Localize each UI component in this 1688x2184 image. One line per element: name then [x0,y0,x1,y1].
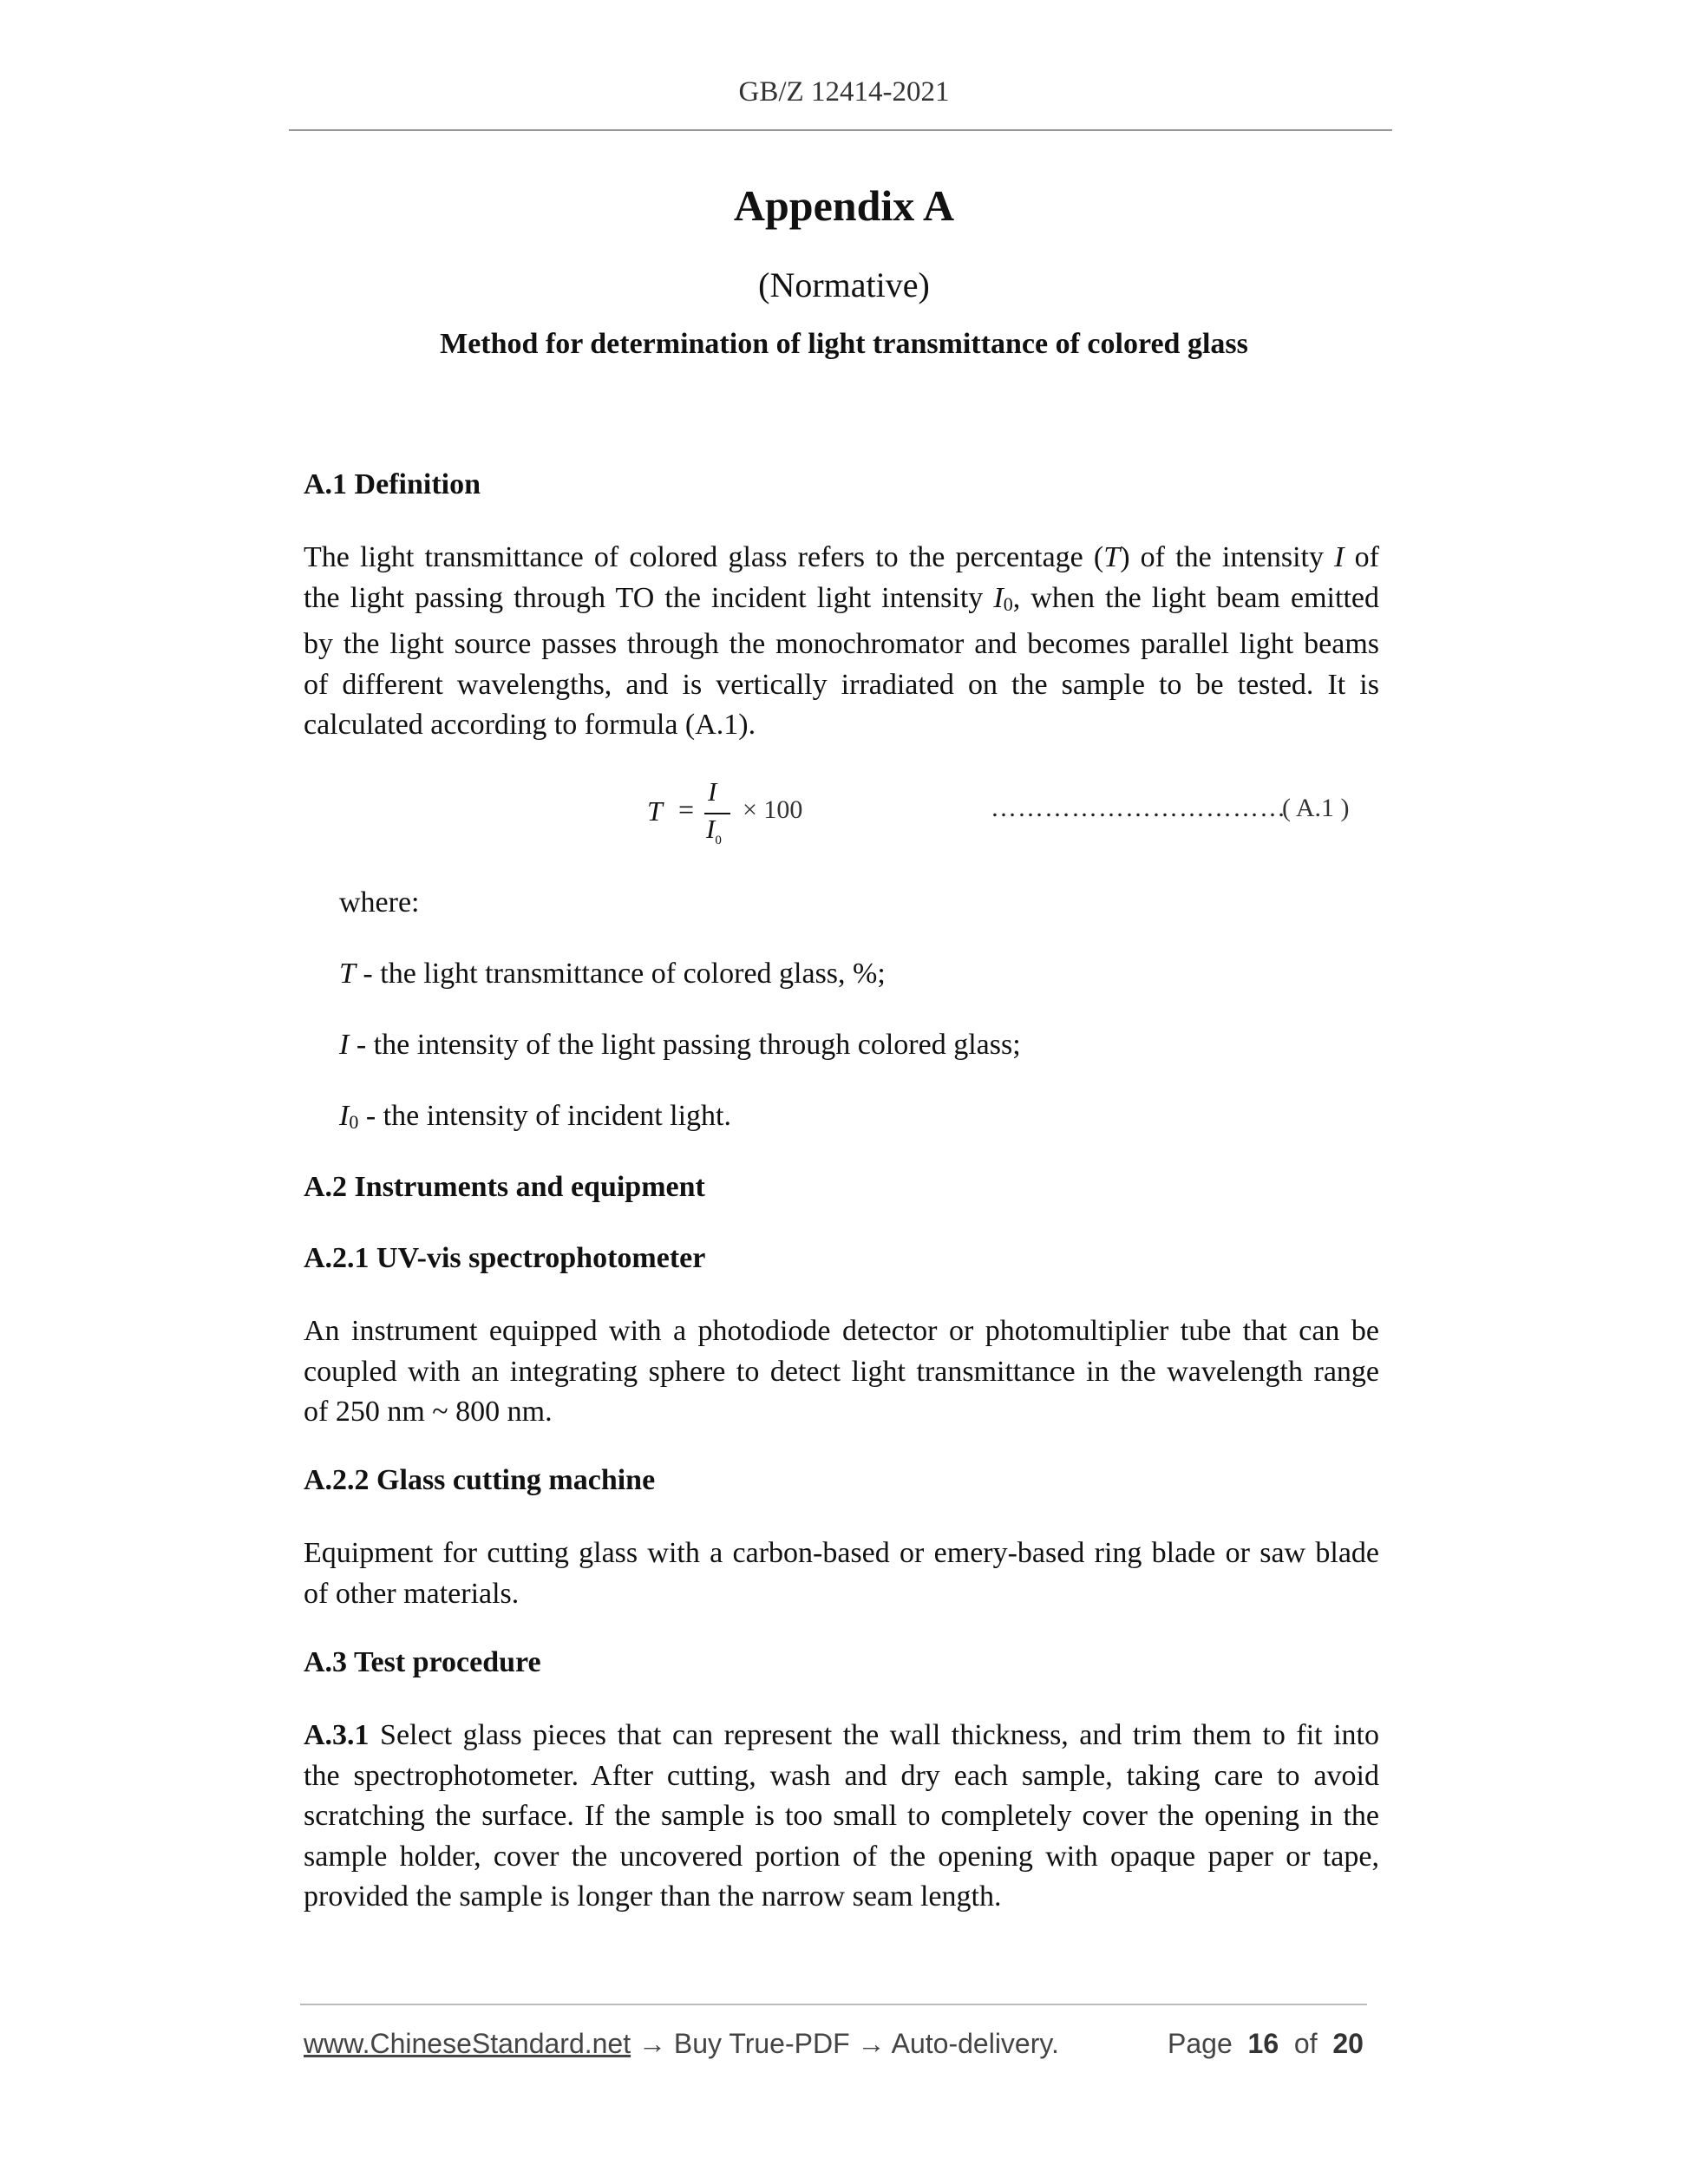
a1-line-5: calculated according to formula (A.1). [304,709,756,741]
section-a31-paragraph [304,1716,1379,1918]
section-a22-heading: A.2.2 Glass cutting machine [304,1464,656,1496]
section-a22-paragraph [304,1533,1379,1614]
a22-line-2: of other materials. [304,1577,520,1610]
a1-line-4: of different wavelengths, and is vertically irradiated on the sample to be tested. It is [304,668,1379,701]
page-current: 16 [1247,2028,1279,2059]
footer-link[interactable]: www.ChineseStandard.net [304,2028,631,2059]
a31-label: A.3.1 [304,1719,370,1751]
footer-promo [304,2028,1059,2060]
section-a1-heading: A.1 Definition [304,468,481,500]
definition-i0: $I_0$ - the intensity of incident light. [339,1100,731,1133]
a31-line-2: the spectrophotometer. After cutting, wash and dry each sample, taking care to avoid [304,1759,1379,1792]
formula-equals: = [678,794,695,825]
a1-line-1: The light transmittance of colored glass refers to the percentage (T) of the intensity I of [304,541,1379,573]
appendix-title: Appendix A [733,181,955,230]
footer-divider [300,2004,1367,2005]
a1-line-3: by the light source passes through the monochromator and becomes parallel light beams [304,628,1379,660]
section-a21-heading: A.2.1 UV-vis spectrophotometer [304,1242,706,1274]
footer-promo-text: → Buy True-PDF → Auto-delivery. [631,2028,1059,2059]
formula-a1 [647,776,838,863]
a22-line-1: Equipment for cutting glass with a carbon-based or emery-based ring blade or saw blade [304,1537,1379,1569]
formula-denominator: $I_0$ [706,814,722,848]
appendix-subtitle: Method for determination of light transmittance of colored glass [440,328,1248,360]
section-a21-paragraph [304,1311,1379,1433]
a31-line-1: A.3.1 Select glass pieces that can represent the wall thickness, and trim them to fit into [304,1719,1379,1751]
a21-line-3: of 250 nm ~ 800 nm. [304,1396,553,1428]
a21-line-1: An instrument equipped with a photodiode detector or photomultiplier tube that can be [304,1315,1379,1347]
header-standard-code: GB/Z 12414-2021 [738,76,950,108]
section-a3-heading: A.3 Test procedure [304,1646,541,1678]
section-a1-paragraph [304,538,1379,746]
a31-line-4: sample holder, cover the uncovered portion of the opening with opaque paper or tape, [304,1840,1379,1873]
definition-t: T - the light transmittance of colored glass, %; [339,958,886,990]
page-indicator: Page 16 of 20 [1168,2028,1364,2059]
a21-line-2: coupled with an integrating sphere to detect light transmittance in the wavelength range [304,1355,1379,1388]
appendix-status: (Normative) [758,265,930,304]
formula-number: ( A.1 ) [1282,794,1350,822]
formula-numerator: I [708,776,717,807]
section-a2-heading: A.2 Instruments and equipment [304,1171,705,1203]
formula-multiplier: × 100 [743,795,803,824]
a31-line-5: provided the sample is longer than the narrow seam length. [304,1880,1002,1913]
formula-leader-dots: …………………………… [991,794,1286,822]
a31-line-3: scratching the surface. If the sample is too small to completely cover the opening in the [304,1800,1379,1832]
where-label: where: [339,886,420,919]
header-divider [289,129,1392,131]
definition-i: I - the intensity of the light passing through colored glass; [339,1029,1021,1061]
a1-line-2: the light passing through TO the incident light intensity $I_0$, when the light beam emitted [304,581,1379,615]
formula-lhs: T [647,795,663,827]
page-total: 20 [1332,2028,1364,2059]
